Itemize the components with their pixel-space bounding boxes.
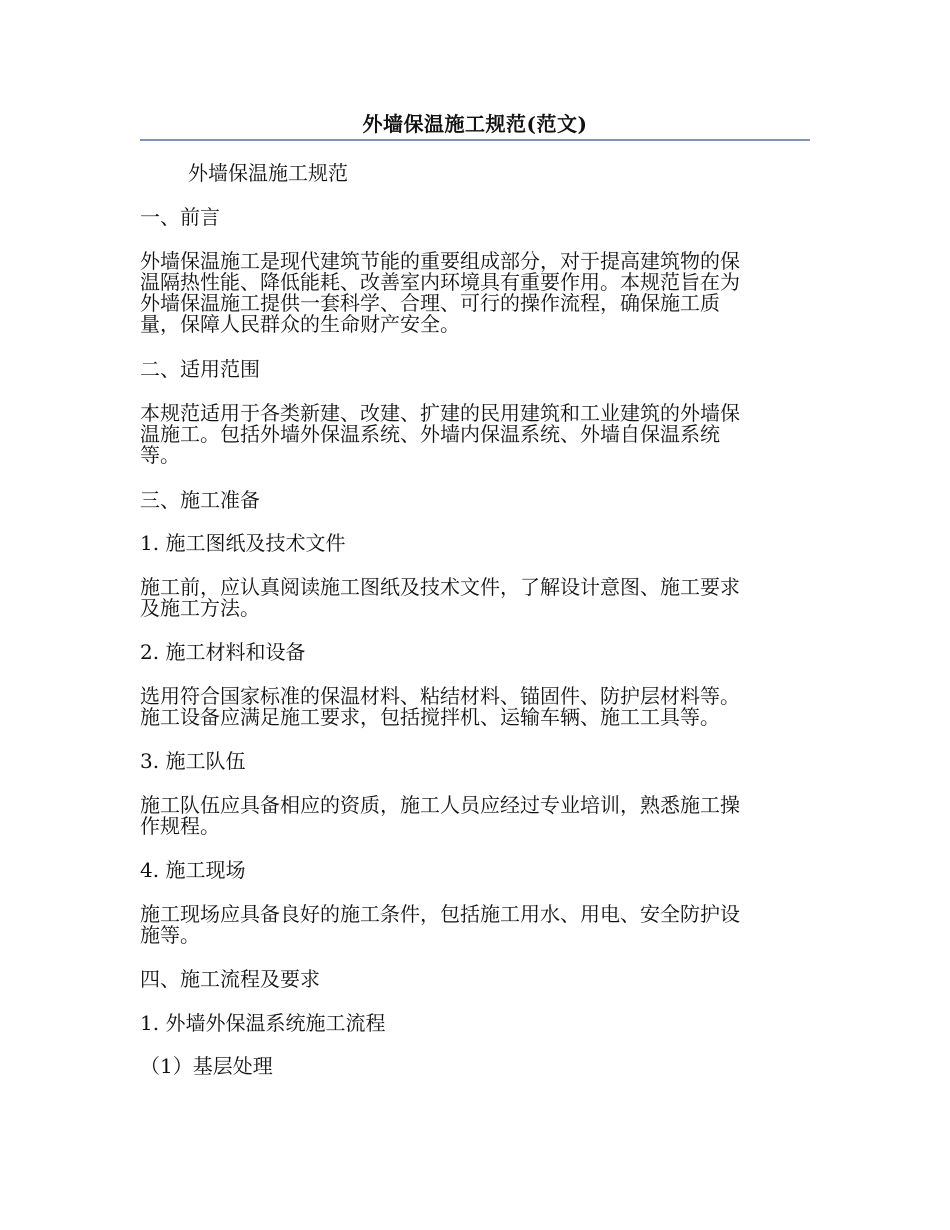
paragraph-line: 施工现场应具备良好的施工条件，包括施工用水、用电、安全防护设	[140, 902, 740, 926]
section-heading-preparation: 三、施工准备	[140, 488, 260, 512]
paragraph-line: 施等。	[140, 923, 200, 947]
paragraph-preface	[140, 251, 800, 335]
section-heading-process: 四、施工流程及要求	[140, 967, 320, 991]
paragraph-line: 及施工方法。	[140, 596, 260, 620]
paragraph-line: 等。	[140, 443, 180, 467]
title-divider	[140, 139, 810, 141]
paragraph-site	[140, 904, 800, 946]
paragraph-scope	[140, 403, 800, 466]
paragraph-team	[140, 795, 800, 837]
paragraph-line: 选用符合国家标准的保温材料、粘结材料、锚固件、防护层材料等。	[140, 684, 740, 708]
subheading-drawings: 1. 施工图纸及技术文件	[140, 531, 346, 555]
paragraph-line: 温施工。包括外墙外保温系统、外墙内保温系统、外墙自保温系统	[140, 422, 720, 446]
subheading-base-treatment: （1）基层处理	[140, 1054, 273, 1078]
paragraph-materials	[140, 686, 800, 728]
document-subtitle: 外墙保温施工规范	[188, 161, 348, 185]
paragraph-line: 温隔热性能、降低能耗、改善室内环境具有重要作用。本规范旨在为	[140, 270, 740, 294]
paragraph-line: 施工队伍应具备相应的资质，施工人员应经过专业培训，熟悉施工操	[140, 793, 740, 817]
subheading-external-system: 1. 外墙外保温系统施工流程	[140, 1011, 386, 1035]
document-title: 外墙保温施工规范(范文)	[362, 112, 588, 136]
section-heading-scope: 二、适用范围	[140, 357, 260, 381]
paragraph-line: 外墙保温施工是现代建筑节能的重要组成部分，对于提高建筑物的保	[140, 249, 740, 273]
paragraph-line: 作规程。	[140, 814, 220, 838]
paragraph-line: 外墙保温施工提供一套科学、合理、可行的操作流程，确保施工质	[140, 291, 720, 315]
subheading-materials: 2. 施工材料和设备	[140, 640, 306, 664]
subheading-site: 4. 施工现场	[140, 858, 246, 882]
paragraph-line: 量，保障人民群众的生命财产安全。	[140, 312, 460, 336]
paragraph-line: 本规范适用于各类新建、改建、扩建的民用建筑和工业建筑的外墙保	[140, 401, 740, 425]
paragraph-drawings	[140, 577, 800, 619]
section-heading-preface: 一、前言	[140, 205, 220, 229]
paragraph-line: 施工前，应认真阅读施工图纸及技术文件，了解设计意图、施工要求	[140, 575, 740, 599]
subheading-team: 3. 施工队伍	[140, 749, 246, 773]
paragraph-line: 施工设备应满足施工要求，包括搅拌机、运输车辆、施工工具等。	[140, 705, 720, 729]
